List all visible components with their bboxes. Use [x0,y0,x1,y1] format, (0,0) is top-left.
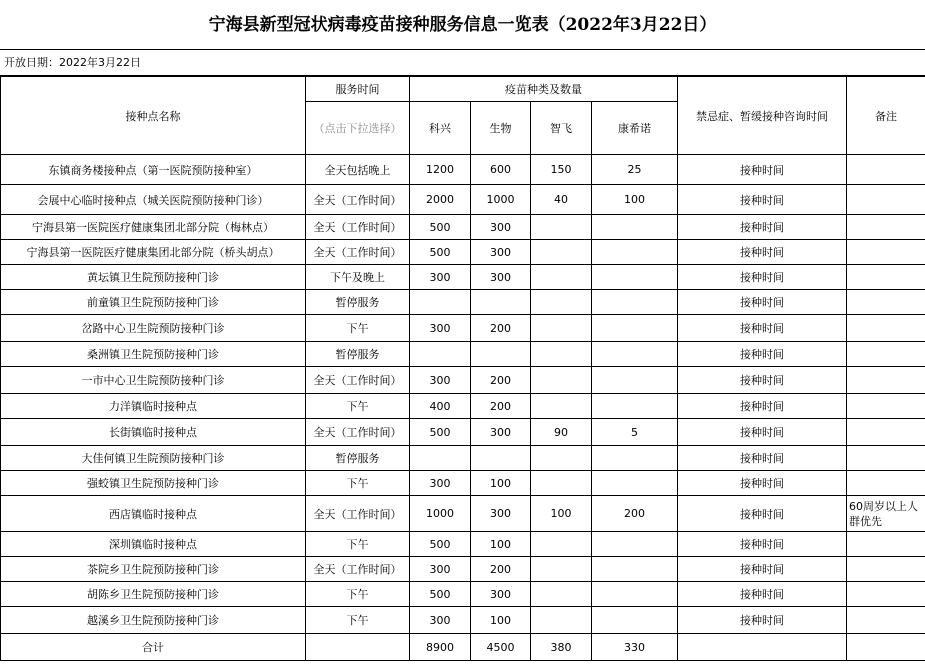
site-name-cell[interactable]: 桑洲镇卫生院预防接种门诊 [1,342,306,367]
header-site-name: 接种点名称 [1,77,306,155]
kangxinuo-cell[interactable] [592,290,678,315]
header-vaccine-zhifei: 智飞 [531,102,592,155]
kexing-cell[interactable]: 2000 [410,185,471,215]
zhifei-cell[interactable] [531,446,592,471]
site-name-cell[interactable]: 宁海县第一医院医疗健康集团北部分院（梅林点） [1,215,306,240]
service-time-cell[interactable]: 全天（工作时间） [306,419,410,446]
kexing-cell[interactable]: 300 [410,557,471,582]
site-name-cell[interactable]: 西店镇临时接种点 [1,496,306,532]
note-cell[interactable]: 60周岁以上人群优先 [847,496,925,532]
service-time-cell[interactable]: 全天（工作时间） [306,367,410,394]
kexing-cell[interactable]: 1000 [410,496,471,532]
table-row [1,394,925,419]
kangxinuo-cell[interactable] [592,582,678,607]
zhifei-cell[interactable] [531,394,592,419]
table-row [1,471,925,496]
note-cell[interactable] [847,367,925,394]
note-cell[interactable] [847,532,925,557]
kexing-cell[interactable]: 300 [410,315,471,342]
header-vaccine-shengwu: 生物 [471,102,531,155]
kangxinuo-cell[interactable]: 25 [592,155,678,185]
kangxinuo-cell[interactable]: 5 [592,419,678,446]
kexing-cell[interactable] [410,290,471,315]
shengwu-cell[interactable]: 200 [471,315,531,342]
kangxinuo-cell[interactable] [592,265,678,290]
shengwu-cell[interactable]: 300 [471,215,531,240]
service-time-cell[interactable]: 全天（工作时间） [306,240,410,265]
site-name-cell[interactable]: 胡陈乡卫生院预防接种门诊 [1,582,306,607]
kangxinuo-cell[interactable] [592,240,678,265]
kexing-cell[interactable] [410,446,471,471]
kexing-cell[interactable]: 1200 [410,155,471,185]
zhifei-cell[interactable]: 100 [531,496,592,532]
note-cell[interactable] [847,607,925,634]
total-label-cell[interactable]: 合计 [1,634,306,661]
shengwu-cell[interactable]: 100 [471,607,531,634]
shengwu-cell[interactable]: 200 [471,394,531,419]
service-time-cell[interactable]: 下午 [306,532,410,557]
table-row [1,496,925,532]
sheet-title: 宁海县新型冠状病毒疫苗接种服务信息一览表（2022年3月22日） [0,0,925,50]
header-vaccine-kexing: 科兴 [410,102,471,155]
note-cell[interactable] [847,155,925,185]
site-name-cell[interactable]: 会展中心临时接种点（城关医院预防接种门诊） [1,185,306,215]
service-time-cell[interactable]: 全天（工作时间） [306,496,410,532]
table-row [1,290,925,315]
table-row [1,185,925,215]
note-cell[interactable] [847,446,925,471]
note-cell[interactable] [847,557,925,582]
service-time-cell[interactable]: 下午 [306,394,410,419]
kexing-cell[interactable]: 500 [410,419,471,446]
kexing-cell[interactable]: 500 [410,240,471,265]
shengwu-cell[interactable]: 1000 [471,185,531,215]
shengwu-cell[interactable] [471,342,531,367]
total-empty-cell[interactable] [847,634,925,661]
service-time-cell[interactable]: 暂停服务 [306,290,410,315]
note-cell[interactable] [847,582,925,607]
service-time-cell[interactable]: 下午 [306,607,410,634]
table-row [1,342,925,367]
kexing-cell[interactable]: 500 [410,582,471,607]
service-time-cell[interactable]: 暂停服务 [306,342,410,367]
zhifei-cell[interactable] [531,215,592,240]
kexing-cell[interactable]: 500 [410,215,471,240]
total-empty-cell[interactable] [678,634,847,661]
site-name-cell[interactable]: 长街镇临时接种点 [1,419,306,446]
zhifei-cell[interactable] [531,367,592,394]
kexing-cell[interactable]: 300 [410,265,471,290]
kangxinuo-cell[interactable] [592,471,678,496]
note-cell[interactable] [847,290,925,315]
site-name-cell[interactable]: 岔路中心卫生院预防接种门诊 [1,315,306,342]
consult-time-cell[interactable]: 接种时间 [678,607,847,634]
total-kangxinuo-cell[interactable]: 330 [592,634,678,661]
kangxinuo-cell[interactable] [592,342,678,367]
consult-time-cell[interactable]: 接种时间 [678,240,847,265]
zhifei-cell[interactable] [531,265,592,290]
consult-time-cell[interactable]: 接种时间 [678,394,847,419]
vaccination-table [0,76,925,661]
table-row [1,367,925,394]
consult-time-cell[interactable]: 接种时间 [678,155,847,185]
note-cell[interactable] [847,315,925,342]
kexing-cell[interactable]: 300 [410,367,471,394]
shengwu-cell[interactable]: 300 [471,240,531,265]
consult-time-cell[interactable]: 接种时间 [678,185,847,215]
open-date: 开放日期：2022年3月22日 [0,50,925,76]
header-vaccine-kangxinuo: 康希诺 [592,102,678,155]
shengwu-cell[interactable]: 300 [471,265,531,290]
site-name-cell[interactable]: 黄坛镇卫生院预防接种门诊 [1,265,306,290]
kangxinuo-cell[interactable] [592,607,678,634]
site-name-cell[interactable]: 前童镇卫生院预防接种门诊 [1,290,306,315]
site-name-cell[interactable]: 越溪乡卫生院预防接种门诊 [1,607,306,634]
kexing-cell[interactable]: 400 [410,394,471,419]
consult-time-cell[interactable]: 接种时间 [678,315,847,342]
table-row [1,557,925,582]
site-name-cell[interactable]: 深圳镇临时接种点 [1,532,306,557]
consult-time-cell[interactable]: 接种时间 [678,582,847,607]
consult-time-cell[interactable]: 接种时间 [678,496,847,532]
header-service-time: 服务时间 [306,77,410,102]
note-cell[interactable] [847,185,925,215]
note-cell[interactable] [847,342,925,367]
site-name-cell[interactable]: 东镇商务楼接种点（第一医院预防接种室） [1,155,306,185]
header-note: 备注 [847,77,925,155]
consult-time-cell[interactable]: 接种时间 [678,446,847,471]
kexing-cell[interactable]: 300 [410,607,471,634]
kexing-cell[interactable]: 500 [410,532,471,557]
kexing-cell[interactable] [410,342,471,367]
table-row [1,155,925,185]
zhifei-cell[interactable] [531,342,592,367]
service-time-cell[interactable]: 暂停服务 [306,446,410,471]
total-kexing-cell[interactable]: 8900 [410,634,471,661]
site-name-cell[interactable]: 强蛟镇卫生院预防接种门诊 [1,471,306,496]
table-row [1,607,925,634]
shengwu-cell[interactable]: 200 [471,557,531,582]
kangxinuo-cell[interactable] [592,215,678,240]
kangxinuo-cell[interactable] [592,557,678,582]
zhifei-cell[interactable] [531,557,592,582]
zhifei-cell[interactable]: 150 [531,155,592,185]
site-name-cell[interactable]: 大佳何镇卫生院预防接种门诊 [1,446,306,471]
table-row [1,240,925,265]
note-cell[interactable] [847,265,925,290]
zhifei-cell[interactable] [531,290,592,315]
service-time-cell[interactable]: 全天（工作时间） [306,215,410,240]
kangxinuo-cell[interactable]: 100 [592,185,678,215]
total-row [1,634,925,661]
kexing-cell[interactable]: 300 [410,471,471,496]
total-shengwu-cell[interactable]: 4500 [471,634,531,661]
zhifei-cell[interactable]: 40 [531,185,592,215]
shengwu-cell[interactable]: 300 [471,582,531,607]
kangxinuo-cell[interactable] [592,394,678,419]
note-cell[interactable] [847,394,925,419]
site-name-cell[interactable]: 一市中心卫生院预防接种门诊 [1,367,306,394]
table-row [1,215,925,240]
shengwu-cell[interactable]: 600 [471,155,531,185]
note-cell[interactable] [847,215,925,240]
zhifei-cell[interactable] [531,240,592,265]
zhifei-cell[interactable] [531,582,592,607]
table-row [1,265,925,290]
consult-time-cell[interactable]: 接种时间 [678,419,847,446]
consult-time-cell[interactable]: 接种时间 [678,342,847,367]
total-empty-cell[interactable] [306,634,410,661]
zhifei-cell[interactable]: 90 [531,419,592,446]
consult-time-cell[interactable]: 接种时间 [678,215,847,240]
consult-time-cell[interactable]: 接种时间 [678,265,847,290]
zhifei-cell[interactable] [531,315,592,342]
kangxinuo-cell[interactable] [592,367,678,394]
site-name-cell[interactable]: 宁海县第一医院医疗健康集团北部分院（桥头胡点） [1,240,306,265]
note-cell[interactable] [847,240,925,265]
zhifei-cell[interactable] [531,471,592,496]
shengwu-cell[interactable]: 300 [471,496,531,532]
kangxinuo-cell[interactable]: 200 [592,496,678,532]
note-cell[interactable] [847,419,925,446]
header-consult: 禁忌症、暂缓接种咨询时间 [678,77,847,155]
table-row [1,582,925,607]
shengwu-cell[interactable] [471,290,531,315]
service-time-cell[interactable]: 全天（工作时间） [306,185,410,215]
kangxinuo-cell[interactable] [592,446,678,471]
service-time-cell[interactable]: 下午及晚上 [306,265,410,290]
consult-time-cell[interactable]: 接种时间 [678,367,847,394]
site-name-cell[interactable]: 力洋镇临时接种点 [1,394,306,419]
zhifei-cell[interactable] [531,532,592,557]
kangxinuo-cell[interactable] [592,315,678,342]
table-row [1,315,925,342]
service-time-cell[interactable]: 下午 [306,315,410,342]
zhifei-cell[interactable] [531,607,592,634]
shengwu-cell[interactable]: 100 [471,471,531,496]
note-cell[interactable] [847,471,925,496]
consult-time-cell[interactable]: 接种时间 [678,557,847,582]
table-row [1,419,925,446]
service-time-cell[interactable]: 全天包括晚上 [306,155,410,185]
shengwu-cell[interactable]: 100 [471,532,531,557]
service-time-cell[interactable]: 下午 [306,582,410,607]
site-name-cell[interactable]: 茶院乡卫生院预防接种门诊 [1,557,306,582]
shengwu-cell[interactable]: 300 [471,419,531,446]
service-time-dropdown-hint[interactable]: （点击下拉选择） [306,102,410,155]
kangxinuo-cell[interactable] [592,532,678,557]
table-row [1,532,925,557]
table-row [1,446,925,471]
service-time-cell[interactable]: 全天（工作时间） [306,557,410,582]
consult-time-cell[interactable]: 接种时间 [678,532,847,557]
shengwu-cell[interactable] [471,446,531,471]
service-time-cell[interactable]: 下午 [306,471,410,496]
header-vaccine-group: 疫苗种类及数量 [410,77,678,102]
consult-time-cell[interactable]: 接种时间 [678,290,847,315]
total-zhifei-cell[interactable]: 380 [531,634,592,661]
consult-time-cell[interactable]: 接种时间 [678,471,847,496]
shengwu-cell[interactable]: 200 [471,367,531,394]
